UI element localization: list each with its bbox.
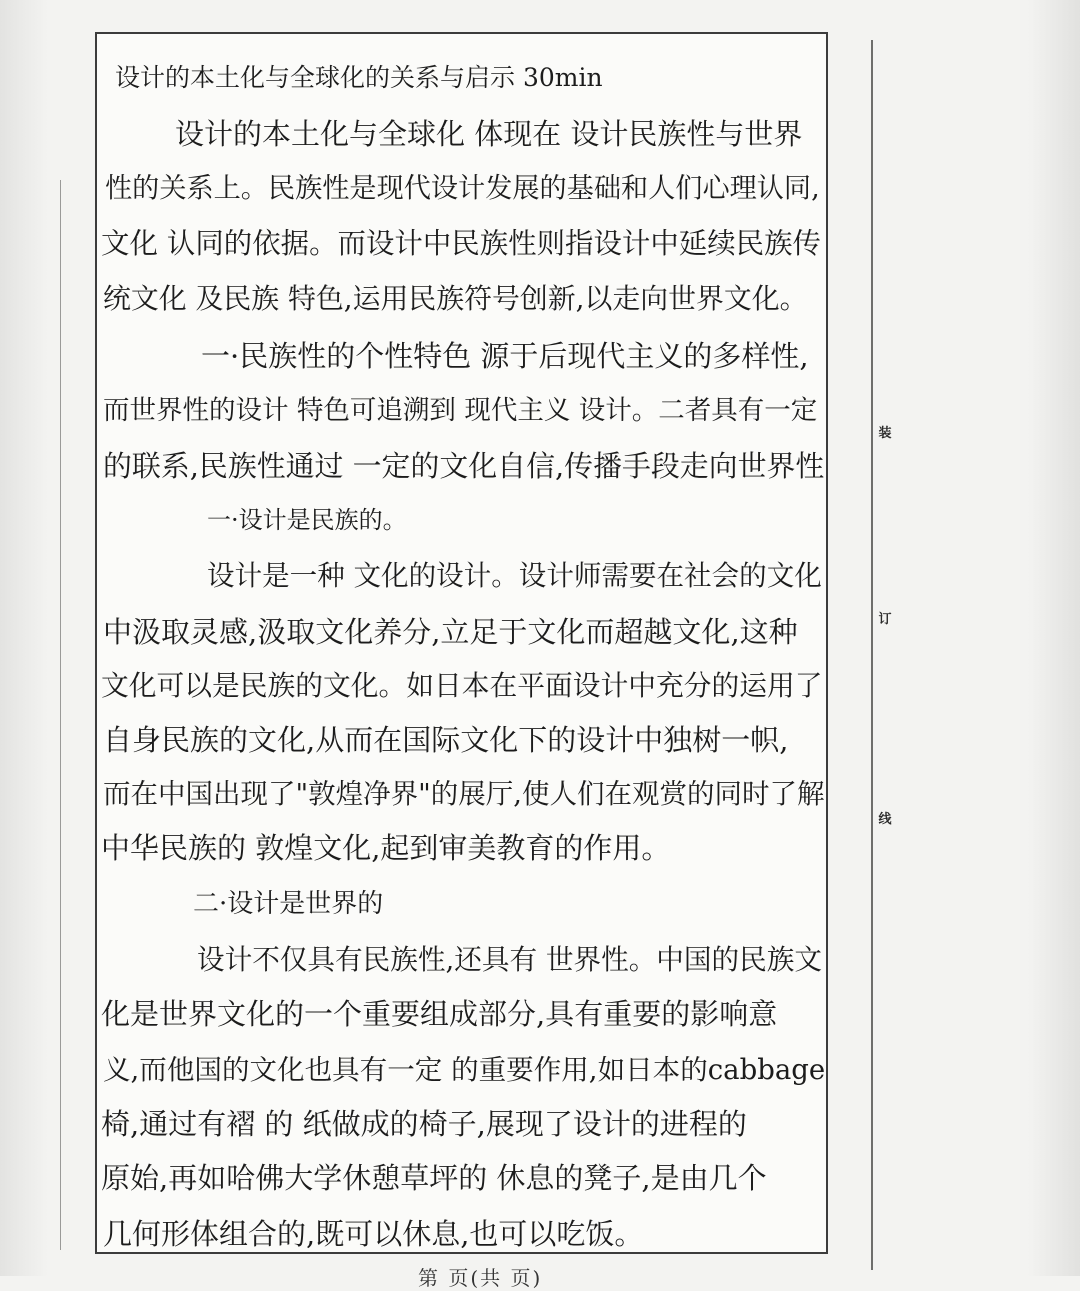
text-line-11: 自身民族的文化,从而在国际文化下的设计中独树一帜, xyxy=(103,723,789,757)
page-edge-line xyxy=(60,180,61,1250)
binding-mark-ding: 订 xyxy=(878,612,892,627)
section-heading-1: 一·设计是民族的。 xyxy=(207,506,407,534)
text-line-13: 中华民族的 敦煌文化,起到审美教育的作用。 xyxy=(101,831,671,865)
text-line-5: 一·民族性的个性特色 源于后现代主义的多样性, xyxy=(201,339,809,373)
text-line-9: 中汲取灵感,汲取文化养分,立足于文化而超越文化,这种 xyxy=(103,615,798,649)
text-line-17: 椅,通过有褶 的 纸做成的椅子,展现了设计的进程的 xyxy=(101,1107,747,1141)
text-line-7: 的联系,民族性通过 一定的文化自信,传播手段走向世界性 xyxy=(103,449,825,483)
text-line-2: 性的关系上。民族性是现代设计发展的基础和人们心理认同, xyxy=(105,173,820,204)
text-line-3: 文化 认同的依据。而设计中民族性则指设计中延续民族传 xyxy=(101,227,821,260)
text-line-12: 而在中国出现了"敦煌净界"的展厅,使人们在观赏的同时了解 xyxy=(103,778,825,810)
binding-line xyxy=(871,40,873,1270)
text-line-4: 统文化 及民族 特色,运用民族符号创新,以走向世界文化。 xyxy=(103,282,808,315)
binding-mark-xian: 线 xyxy=(878,812,892,827)
text-line-18: 原始,再如哈佛大学休憩草坪的 休息的凳子,是由几个 xyxy=(101,1161,767,1195)
text-line-14: 设计不仅具有民族性,还具有 世界性。中国的民族文 xyxy=(197,943,822,976)
text-line-8: 设计是一种 文化的设计。设计师需要在社会的文化 xyxy=(207,560,822,592)
section-heading-2: 二·设计是世界的 xyxy=(193,889,384,919)
essay-title: 设计的本土化与全球化的关系与启示 30min xyxy=(115,63,603,92)
page-footer xyxy=(0,1250,1080,1290)
text-line-10: 文化可以是民族的文化。如日本在平面设计中充分的运用了 xyxy=(101,669,823,702)
text-line-6: 而世界性的设计 特色可追溯到 现代主义 设计。二者具有一定 xyxy=(103,395,818,426)
text-line-19: 几何形体组合的,既可以休息,也可以吃饭。 xyxy=(103,1217,644,1251)
text-line-16: 义,而他国的文化也具有一定 的重要作用,如日本的cabbage xyxy=(103,1054,826,1086)
page-shadow-right xyxy=(1028,0,1080,1276)
page-shadow-left xyxy=(0,0,48,1276)
binding-mark-zhuang: 装 xyxy=(878,426,892,441)
text-line-1: 设计的本土化与全球化 体现在 设计民族性与世界 xyxy=(175,117,803,151)
answer-sheet xyxy=(95,32,828,1254)
page-number-label: 第 页(共 页) xyxy=(418,1266,543,1290)
text-line-15: 化是世界文化的一个重要组成部分,具有重要的影响意 xyxy=(101,997,778,1031)
